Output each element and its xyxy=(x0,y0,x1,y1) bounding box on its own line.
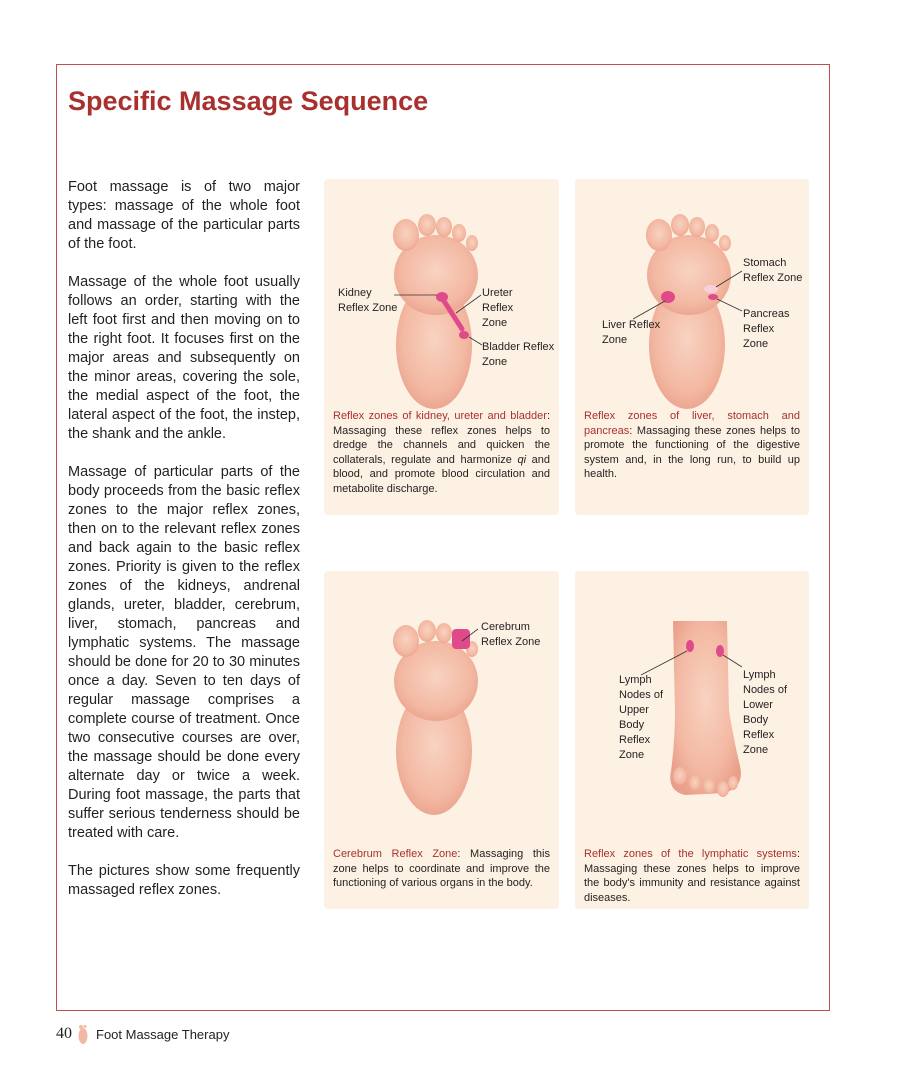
book-title: Foot Massage Therapy xyxy=(96,1026,230,1042)
caption-text: : Massaging these zones helps to improve the body's immunity and resistance against diseases. xyxy=(584,848,800,904)
liver-label: Liver Reflex Zone xyxy=(602,319,661,346)
foot-sole-illustration xyxy=(324,571,559,841)
ureter-label: Ureter Reflex Zone xyxy=(482,287,514,329)
bladder-zone-mark xyxy=(459,331,469,339)
caption-text: : Massaging these reflex zones helps to dredge the channels and quicken the collaterals, regulate and harmonize xyxy=(333,410,550,466)
kidney-caption xyxy=(333,409,550,496)
liver-zone-mark xyxy=(661,291,675,303)
caption-qi: qi xyxy=(517,453,527,466)
pancreas-zone-mark xyxy=(708,294,718,300)
cerebrum-label: Cerebrum Reflex Zone xyxy=(481,621,541,648)
lower-lymph-zone-mark xyxy=(716,645,724,657)
upper-lymph-label: Lymph Nodes of Upper Body Reflex Zone xyxy=(619,674,664,761)
page-number: 40 xyxy=(56,1025,72,1042)
lower-lymph-label: Lymph Nodes of Lower Body Reflex Zone xyxy=(743,669,788,756)
foot-icon xyxy=(76,1023,90,1045)
page-footer xyxy=(56,1022,229,1046)
body-text xyxy=(68,178,300,919)
paragraph: The pictures show some frequently massaged reflex zones. xyxy=(68,863,300,898)
caption-end: and blood, and promote blood circulation and metabolite discharge. xyxy=(333,453,550,495)
paragraph: Massage of particular parts of the body proceeds from the basic reflex zones to the major reflex zones, then on to the relevant reflex zones and back again to the basic reflex zones. Priority is given to the reflex zones of the kidneys, andrenal glands, ureter, bladder, cerebrum, liver, stomach, pancreas and lymphatic systems. The massage should be done for 20 to 30 minutes once a day. Seven to ten days of regular massage comprises a complete course of treatment. Once two consecutive courses are over, the massage should be done every alternate day or twice a week. During foot massage, the parts that suffer serious tenderness should be treated with care. xyxy=(68,464,300,841)
panel-lymphatic xyxy=(575,571,809,909)
upper-lymph-zone-mark xyxy=(686,640,694,652)
pancreas-label: Pancreas Reflex Zone xyxy=(743,308,790,350)
caption-text: : Massaging this zone helps to coordinate and improve the functioning of various organs in the body. xyxy=(333,848,550,889)
foot-sole-illustration xyxy=(575,179,809,409)
kidney-label: Kidney Reflex Zone xyxy=(338,287,398,314)
caption-title: Reflex zones of kidney, ureter and bladder xyxy=(333,410,547,422)
paragraph: Massage of the whole foot usually follows an order, starting with the left foot first and then moving on to the right foot. It focuses first on the major areas and subsequently on the minor areas, covering the sole, the medial aspect of the foot, the lateral aspect of the foot, the instep, the shank and the ankle. xyxy=(68,274,300,442)
page-title: Specific Massage Sequence xyxy=(68,86,429,116)
stomach-zone-mark xyxy=(704,285,718,293)
caption-title: Cerebrum Reflex Zone xyxy=(333,848,458,860)
bladder-label: Bladder Reflex Zone xyxy=(482,341,555,368)
caption-title: Reflex zones of the lymphatic systems xyxy=(584,848,797,860)
cerebrum-zone-mark xyxy=(452,629,470,649)
panel-kidney-ureter-bladder xyxy=(324,179,559,515)
lymph-caption xyxy=(584,847,800,905)
liver-caption xyxy=(584,409,800,482)
cerebrum-caption xyxy=(333,847,550,891)
caption-text: : Massaging these zones helps to promote the functioning of the digestive system and, in the long run, to build up health. xyxy=(584,424,800,480)
paragraph: Foot massage is of two major types: massage of the whole foot and massage of the particular parts of the foot. xyxy=(68,179,300,252)
panel-liver-stomach-pancreas xyxy=(575,179,809,515)
caption-title: Reflex zones of liver, stomach and pancreas xyxy=(584,410,800,437)
stomach-label: Stomach Reflex Zone xyxy=(743,257,803,284)
panel-cerebrum xyxy=(324,571,559,909)
